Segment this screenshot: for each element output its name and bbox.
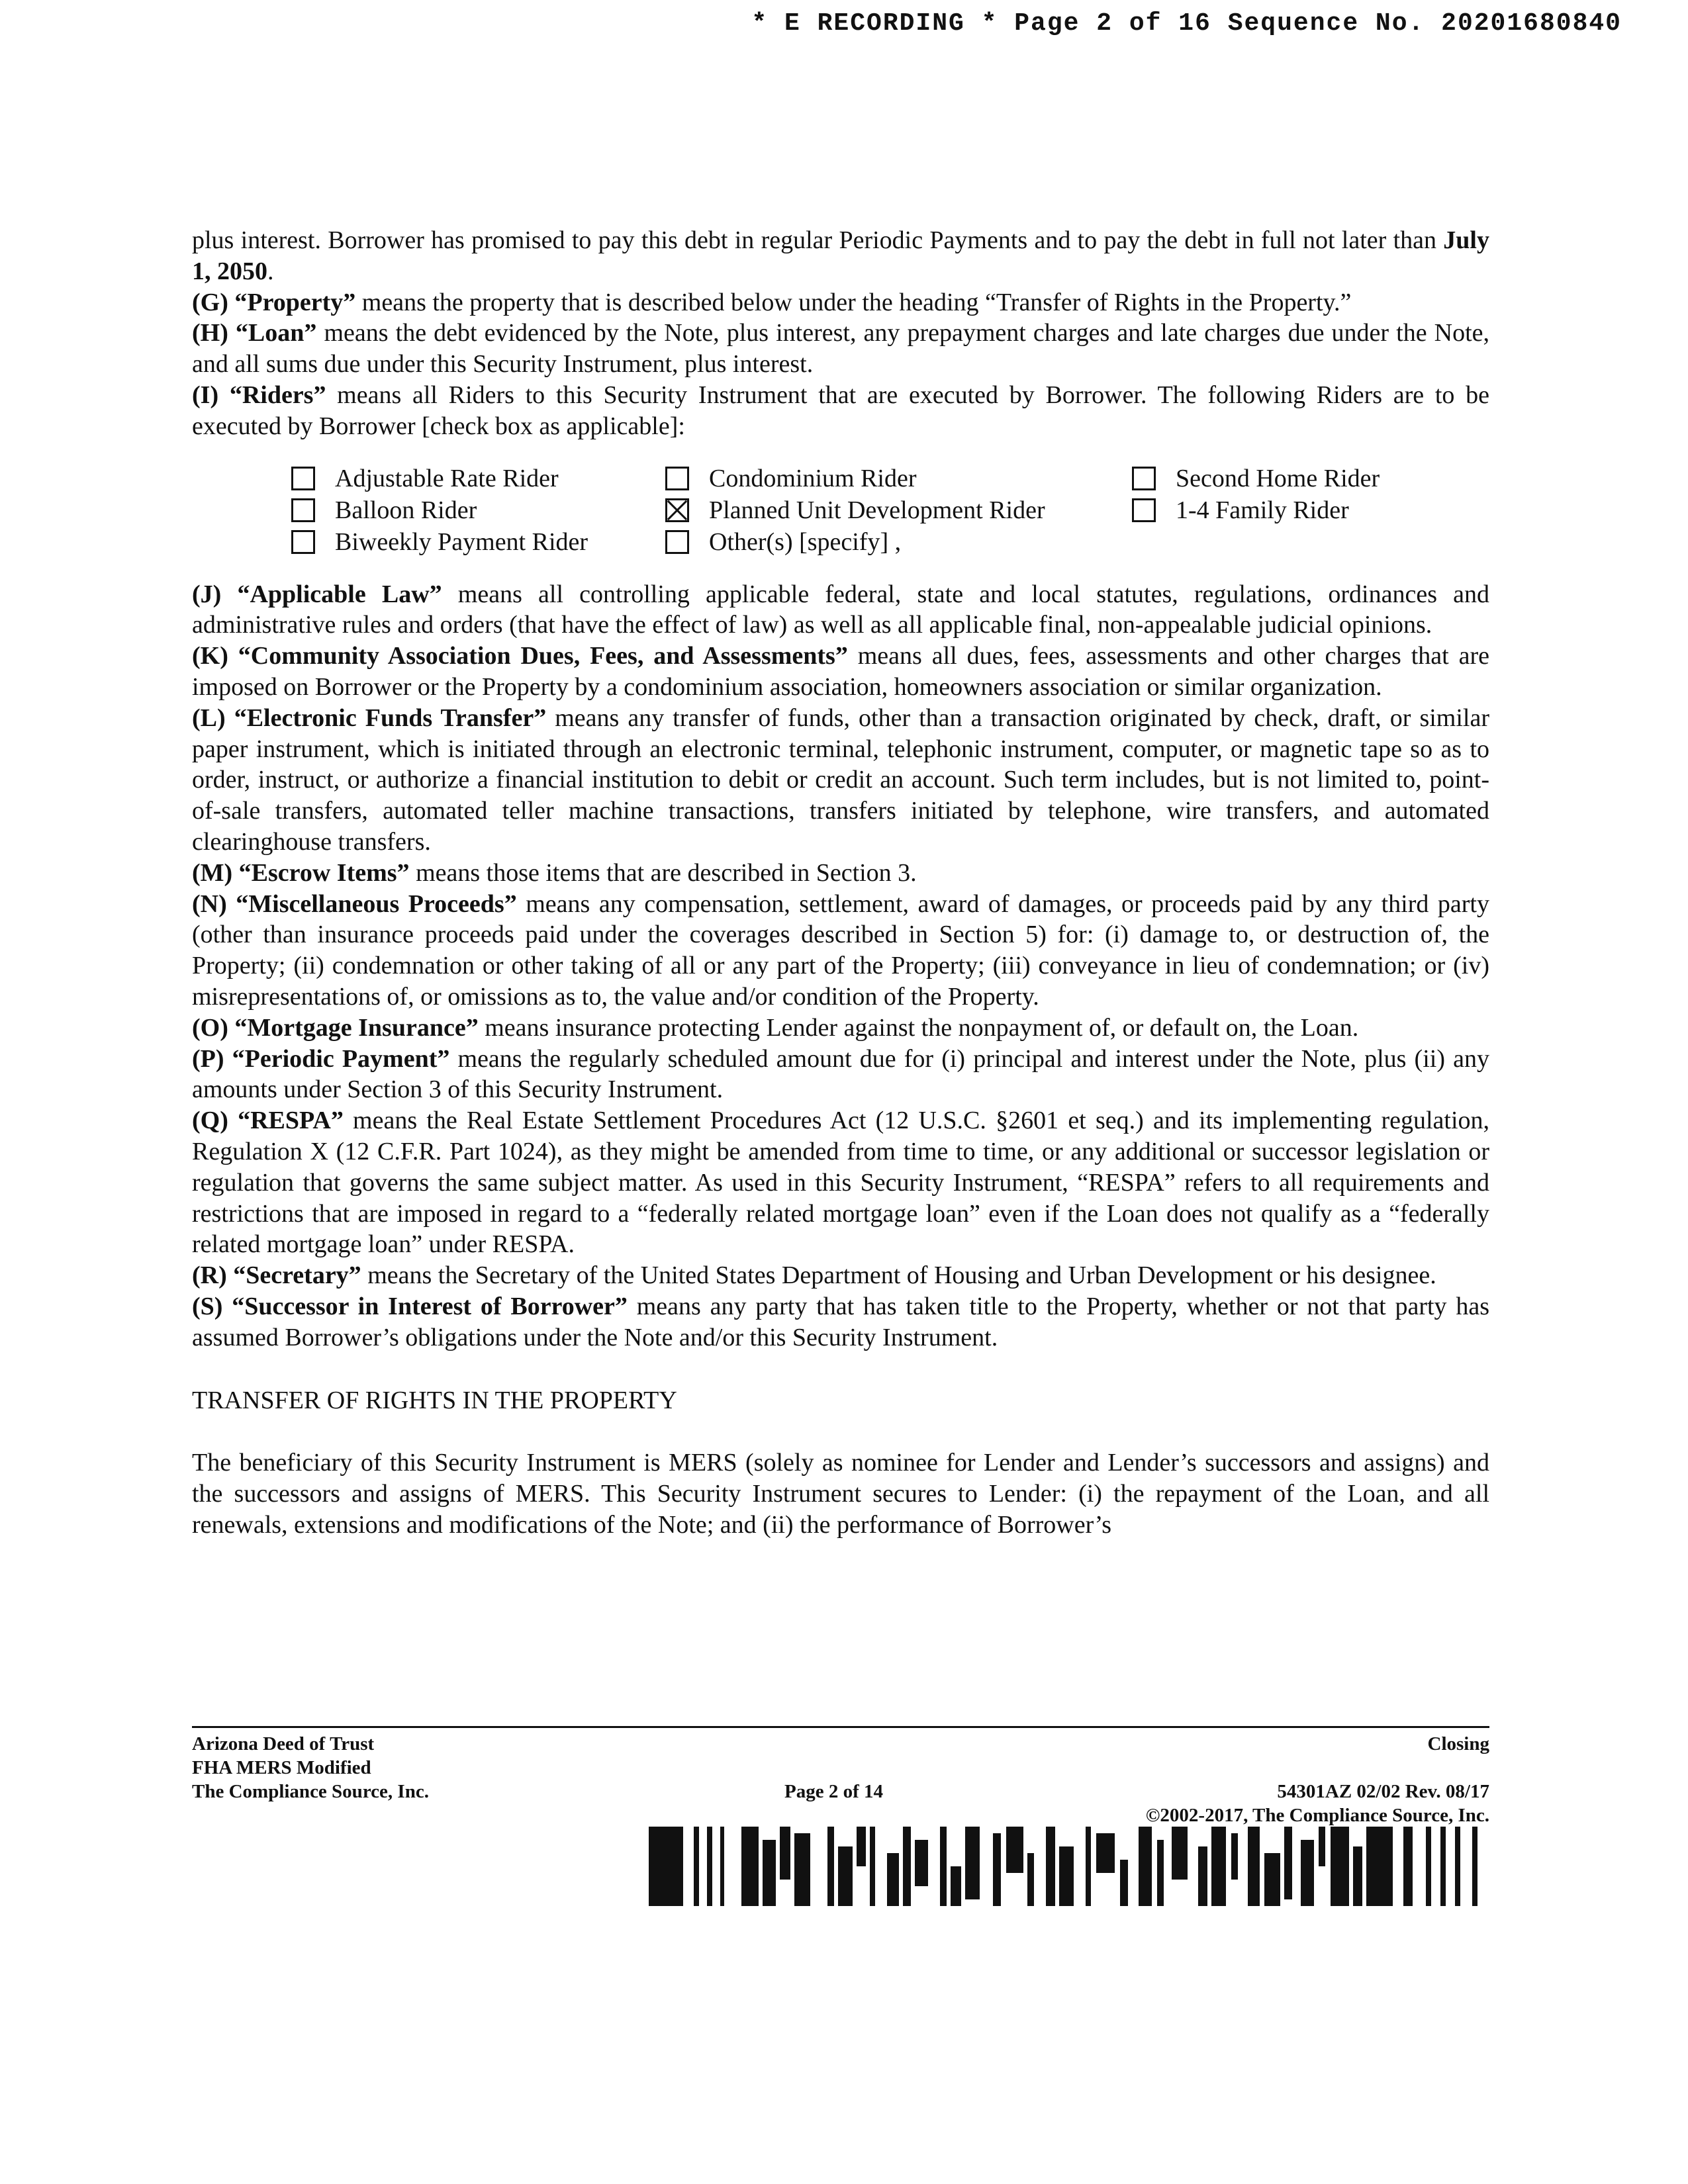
definition-s xyxy=(192,1291,1489,1353)
riders-checklist xyxy=(291,463,1489,558)
checkbox-adjustable-rate[interactable] xyxy=(291,467,315,490)
rider-condominium xyxy=(665,463,1132,494)
definition-text: means the Secretary of the United States Department of Housing and Urban Development or his designee. xyxy=(361,1261,1436,1290)
definition-text: means any compensation, settlement, award of damages, or proceeds paid by any third party (other than insurance proceeds paid under the coverages described in Section 5) for: (i) damage to, or destruction of, the Property; (ii) condemnation or other taking of all or any part of the Property; (iii) conveyance in lieu of condemnation; or (iv) misrepresentations of, or omissions as to, the value and/or condition of the Property. xyxy=(192,889,1489,1011)
definition-text: means all controlling applicable federal, state and local statutes, regulations, ordinances and administrative rules and orders (that have the effect of law) as well as all applicable final, non-appealable judicial opinions. xyxy=(192,580,1489,639)
intro-text: plus interest. Borrower has promised to pay this debt in regular Periodic Payments and to pay the debt in full not later than xyxy=(192,226,1444,254)
rider-label: Balloon Rider xyxy=(335,496,477,524)
rider-label: Second Home Rider xyxy=(1176,464,1380,492)
rider-adjustable-rate xyxy=(291,463,665,494)
definition-text: means the regularly scheduled amount due for (i) principal and interest under the Note, plus (ii) any amounts under Section 3 of this Security Instrument. xyxy=(192,1044,1489,1104)
rider-1-4-family xyxy=(1132,494,1463,526)
page-footer xyxy=(192,1726,1489,1826)
rider-label: 1-4 Family Rider xyxy=(1176,496,1349,524)
definition-i xyxy=(192,380,1489,442)
definition-text: means insurance protecting Lender against the nonpayment of, or default on, the Loan. xyxy=(478,1013,1359,1042)
definition-text: means those items that are described in Section 3. xyxy=(409,858,917,887)
rider-label: Planned Unit Development Rider xyxy=(709,496,1045,524)
definition-l xyxy=(192,703,1489,858)
section-heading: TRANSFER OF RIGHTS IN THE PROPERTY xyxy=(192,1386,677,1414)
rider-other xyxy=(665,526,1132,558)
definition-label: (I) “Riders” xyxy=(192,381,326,409)
maturity-date: July 1, 2050 xyxy=(192,226,1489,285)
definition-label: (M) “Escrow Items” xyxy=(192,858,410,887)
checkbox-condominium[interactable] xyxy=(665,467,689,490)
footer-form-variant: FHA MERS Modified xyxy=(192,1757,371,1778)
definition-h xyxy=(192,318,1489,380)
barcode xyxy=(649,1827,1486,1906)
definition-text: means the Real Estate Settlement Procedures Act (12 U.S.C. §2601 et seq.) and its implementing regulation, Regulation X (12 C.F.R. Part 1024), as they might be amended from time to time, or any additional or successor legislation or regulation that governs the same subject matter. As used in this Security Instrument, “RESPA” refers to all requirements and restrictions that are imposed in regard to a “federally related mortgage loan” even if the Loan does not qualify as a “federally related mortgage loan” under RESPA. xyxy=(192,1107,1490,1259)
definition-text: means the debt evidenced by the Note, plus interest, any prepayment charges and late charges due under the Note, and all sums due under this Security Instrument, plus interest. xyxy=(192,319,1489,379)
footer-form-info xyxy=(192,1732,429,1803)
checkbox-biweekly-payment[interactable] xyxy=(291,530,315,554)
rider-label: Other(s) [specify] , xyxy=(709,527,902,556)
definition-text: means the property that is described below under the heading “Transfer of Rights in the Property.” xyxy=(355,288,1352,316)
checkbox-balloon[interactable] xyxy=(291,498,315,522)
rider-second-home xyxy=(1132,463,1463,494)
checkbox-planned-unit-development[interactable] xyxy=(665,498,689,522)
checkbox-1-4-family[interactable] xyxy=(1132,498,1156,522)
definition-g xyxy=(192,287,1489,318)
recording-header: * E RECORDING * Page 2 of 16 Sequence No. 20201680840 xyxy=(751,9,1622,38)
definition-o xyxy=(192,1013,1489,1044)
definition-q xyxy=(192,1105,1489,1260)
intro-end: . xyxy=(267,257,274,285)
rider-label: Condominium Rider xyxy=(709,464,917,492)
rider-biweekly-payment xyxy=(291,526,665,558)
definition-p xyxy=(192,1044,1489,1106)
footer-copyright: ©2002-2017, The Compliance Source, Inc. xyxy=(1145,1805,1489,1826)
definition-label: (J) “Applicable Law” xyxy=(192,580,442,608)
definition-label: (L) “Electronic Funds Transfer” xyxy=(192,704,547,732)
definition-label: (O) “Mortgage Insurance” xyxy=(192,1013,479,1042)
rider-label: Adjustable Rate Rider xyxy=(335,464,559,492)
document-body xyxy=(192,225,1489,1541)
definition-label: (G) “Property” xyxy=(192,288,356,316)
rider-balloon xyxy=(291,494,665,526)
footer-stage: Closing xyxy=(1427,1733,1489,1754)
footer-company: The Compliance Source, Inc. xyxy=(192,1781,429,1802)
transfer-paragraph: The beneficiary of this Security Instrument is MERS (solely as nominee for Lender and Lender’s successors and assigns) and the successors and assigns of MERS. This Security Instrument secures to Lender: (i) the repayment of the Loan, and all renewals, extensions and modifications of the Note; and (ii) the performance of Borrower’s xyxy=(192,1449,1489,1539)
definition-k xyxy=(192,641,1489,703)
definition-text: means any party that has taken title to the Property, whether or not that party has assumed Borrower’s obligations under the Note and/or this Security Instrument. xyxy=(192,1292,1489,1351)
definition-label: (Q) “RESPA” xyxy=(192,1107,344,1135)
footer-page-number: Page 2 of 14 xyxy=(784,1781,883,1802)
definition-label: (H) “Loan” xyxy=(192,319,317,347)
checkbox-second-home[interactable] xyxy=(1132,467,1156,490)
definition-label: (S) “Successor in Interest of Borrower” xyxy=(192,1292,628,1320)
definition-text: means all dues, fees, assessments and other charges that are imposed on Borrower or the Property by a condominium association, homeowners association or similar organization. xyxy=(192,642,1489,701)
footer-form-name: Arizona Deed of Trust xyxy=(192,1733,375,1754)
definition-label: (K) “Community Association Dues, Fees, and Assessments” xyxy=(192,642,848,670)
definition-m xyxy=(192,858,1489,889)
checkbox-other[interactable] xyxy=(665,530,689,554)
rider-label: Biweekly Payment Rider xyxy=(335,527,588,556)
definition-label: (P) “Periodic Payment” xyxy=(192,1044,450,1073)
definition-label: (R) “Secretary” xyxy=(192,1261,361,1290)
rider-planned-unit-development xyxy=(665,494,1132,526)
definition-text: means all Riders to this Security Instrument that are executed by Borrower. The following Riders are to be executed by Borrower [check box as applicable]: xyxy=(192,381,1489,440)
definition-label: (N) “Miscellaneous Proceeds” xyxy=(192,889,517,918)
definition-j xyxy=(192,579,1489,641)
paragraph-intro xyxy=(192,225,1489,287)
definition-text: means any transfer of funds, other than a transaction originated by check, draft, or similar paper instrument, which is initiated through an electronic terminal, telephonic instrument, computer, or magnetic tape so as to order, instruct, or authorize a financial institution to debit or credit an account. Such term includes, but is not limited to, point-of-sale transfers, automated teller machine transactions, transfers initiated by telephone, wire transfers, and automated clearinghouse transfers. xyxy=(192,704,1490,856)
definition-n xyxy=(192,889,1489,1013)
definition-r xyxy=(192,1260,1489,1291)
footer-form-code: 54301AZ 02/02 Rev. 08/17 xyxy=(1277,1781,1489,1802)
